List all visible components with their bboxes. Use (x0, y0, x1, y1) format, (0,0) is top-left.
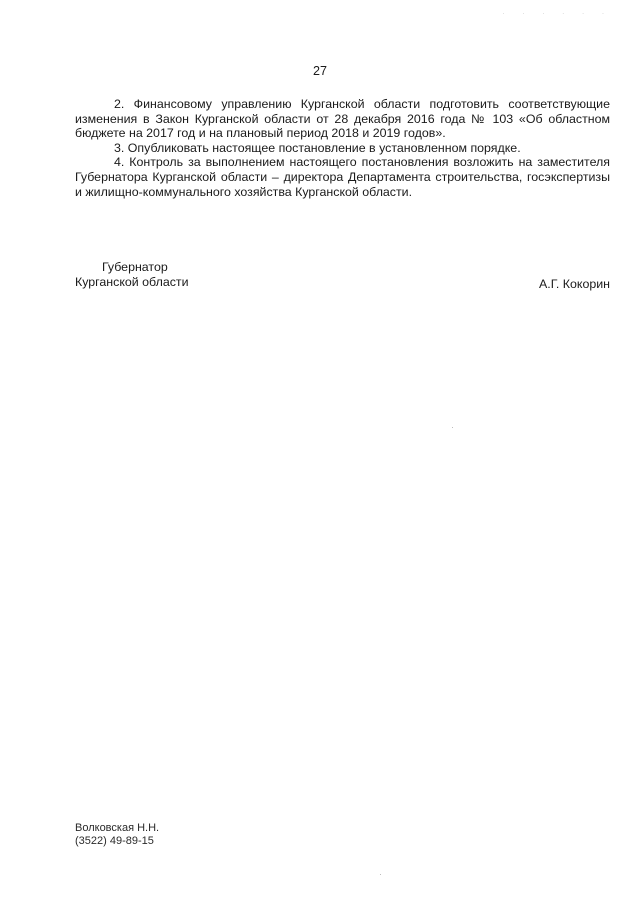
scan-artifact: . . . . . . (502, 9, 612, 16)
signature-row (75, 275, 610, 292)
signatory-title-line1: Губернатор (102, 260, 168, 274)
paragraph-2: 2. Финансовому управлению Курганской области подготовить соответствующие изменения в Закон Курганской области от 28 декабря 2016 года № 103 «Об областном бюджете на 2017 год и на плановый период 2018 и 2019 годов». (75, 97, 610, 141)
signature-block (75, 260, 610, 291)
paragraph-3: 3. Опубликовать настоящее постановление в установленном порядке. (114, 140, 521, 155)
scan-speck (452, 427, 453, 428)
page-number: 27 (312, 64, 327, 78)
signatory-name: А.Г. Кокорин (538, 276, 610, 291)
signatory-title-line2: Курганской области (75, 274, 189, 289)
paragraph-4: 4. Контроль за выполнением настоящего постановления возложить на заместителя Губернатора Курганской области – директора Департамента строительства, госэкспертизы и жилищно-коммунального хозяйства Курганской области. (75, 155, 610, 199)
scan-speck (380, 874, 381, 875)
document-body (75, 97, 610, 199)
executor-phone: (3522) 49-89-15 (75, 835, 154, 847)
executor-name: Волковская Н.Н. (75, 822, 160, 834)
executor-block (75, 822, 159, 848)
